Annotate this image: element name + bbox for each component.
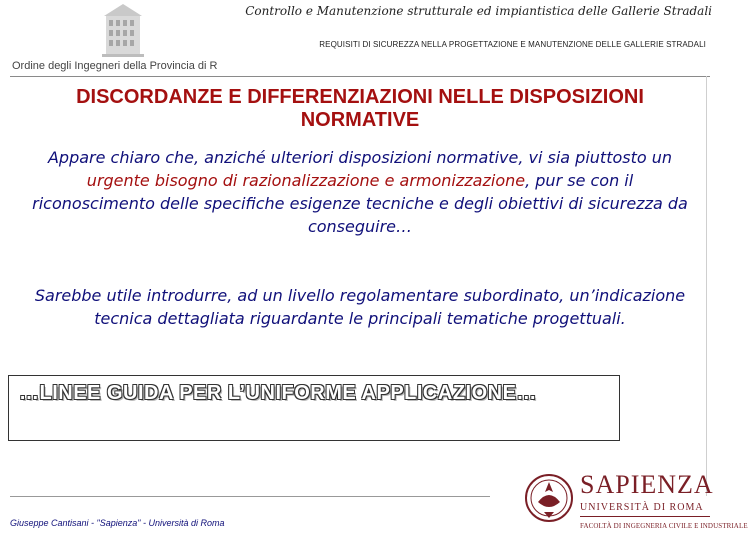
- logo-divider: [580, 516, 710, 517]
- paragraph-text: Appare chiaro che, anziché ulteriori disposizioni normative, vi sia piuttosto un: [47, 148, 673, 167]
- paragraph-technical-indication: Sarebbe utile introdurre, ad un livello regolamentare subordinato, un’indicazione tecnica dettagliata riguardante le principali tematiche progettuali.: [34, 286, 686, 328]
- slide-title: DISCORDANZE E DIFFERENZIAZIONI NELLE DISPOSIZIONI NORMATIVE: [76, 86, 644, 131]
- sapienza-crest-icon: [524, 468, 574, 528]
- header-subtitle: REQUISITI DI SICUREZZA NELLA PROGETTAZIONE E MANUTENZIONE DELLE GALLERIE STRADALI: [319, 40, 706, 49]
- building-logo-icon: [100, 2, 146, 58]
- logo-name: SAPIENZA: [580, 470, 714, 499]
- header-title: Controllo e Manutenzione strutturale ed impiantistica delle Gallerie Stradali: [245, 4, 712, 18]
- footer-author: Giuseppe Cantisani - "Sapienza" - Università di Roma: [10, 518, 225, 528]
- guidelines-text: …LINEE GUIDA PER L’UNIFORME APPLICAZIONE…: [19, 382, 537, 404]
- paragraph-rationalization: [30, 146, 690, 238]
- side-divider: [706, 76, 707, 496]
- emphasis-text: urgente bisogno di razionalizzazione e armonizzazione: [86, 171, 526, 190]
- header-divider: [10, 76, 710, 77]
- guidelines-box: [8, 375, 620, 441]
- footer-divider: [10, 496, 490, 497]
- logo-faculty: FACOLTÀ DI INGEGNERIA CIVILE E INDUSTRIALE: [580, 522, 748, 530]
- paragraph-text: , pur se con il riconoscimento delle specifiche esigenze tecniche e degli obiettivi di sicurezza da conseguire…: [32, 171, 688, 236]
- organization-label: Ordine degli Ingegneri della Provincia di R: [12, 60, 218, 72]
- logo-university: UNIVERSITÀ DI ROMA: [580, 502, 704, 513]
- sapienza-logo: [524, 466, 748, 538]
